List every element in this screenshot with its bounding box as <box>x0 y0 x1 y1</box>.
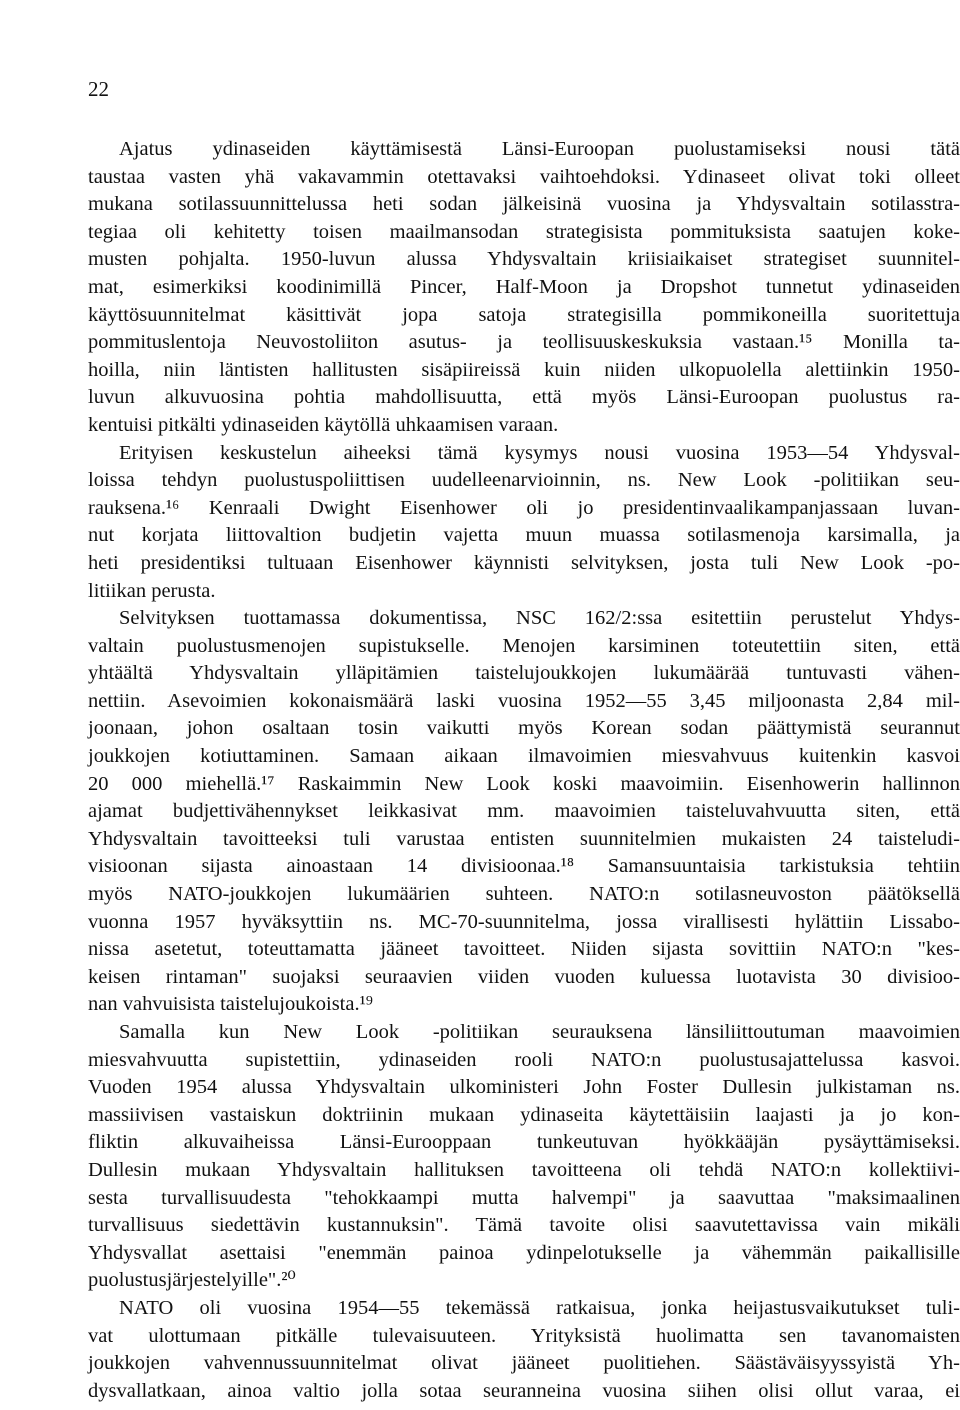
text-line: litiikan perusta. <box>88 579 216 602</box>
text-line: kentuisi pitkälti ydinaseiden käytöllä uhkaamisen varaan. <box>88 413 559 436</box>
text-line: joukkojen vahvennussuunnitelmat olivat jääneet puolitiehen. Säästäväisyyssyistä Yh- <box>88 1352 960 1375</box>
text-line: heti presidentiksi tultuaan Eisenhower käynnisti selvityksen, josta tuli New Look -po- <box>88 551 960 574</box>
text-line: dysvallatkaan, ainoa valtio jolla sotaa seuranneina vuosina siihen olisi ollut varaa, ei <box>88 1379 960 1402</box>
text-line: myös NATO-joukkojen lukumäärien suhteen. NATO:n sotilasneuvoston päätöksellä <box>88 883 960 906</box>
text-line: käyttösuunnitelmat käsittivät jopa satoja strategisilla pommikoneilla suoritettuja <box>88 303 960 326</box>
text-line: massiivisen vastaiskun doktriinin mukaan ydinaseita käytettäisiin laajasti ja jo kon- <box>88 1103 960 1126</box>
text-line: tegiaa oli kehitetty toisen maailmansodan strategisista pommituksista saatujen koke- <box>88 220 960 243</box>
text-line: loissa tehdyn puolustuspoliittisen uudelleenarvioinnin, ns. New Look -politiikan seu- <box>88 469 960 492</box>
text-line: valtain puolustusmenojen supistukselle. Menojen karsiminen toteutettiin siten, että <box>88 634 960 657</box>
text-line: vuonna 1957 hyväksyttiin ns. MC-70-suunnitelma, jossa virallisesti hylättiin Lissabo- <box>88 910 960 933</box>
text-line: Dullesin mukaan Yhdysvaltain hallituksen tavoitteena oli tehdä NATO:n kollektiivi- <box>88 1158 960 1181</box>
text-line: nettiin. Asevoimien kokonaismäärä laski vuosina 1952—55 3,45 miljoonasta 2,84 mil- <box>88 689 960 712</box>
text-line: Vuoden 1954 alussa Yhdysvaltain ulkoministeri John Foster Dullesin julkistaman ns. <box>88 1076 960 1099</box>
text-line: 20 000 miehellä.¹⁷ Raskaimmin New Look koski maavoimiin. Eisenhowerin hallinnon <box>88 772 960 795</box>
text-line: mat, esimerkiksi koodinimillä Pincer, Half-Moon ja Dropshot tunnetut ydinaseiden <box>88 275 960 298</box>
text-line: Yhdysvaltain tavoitteeksi tuli varustaa entisten suunnitelmien mukaisten 24 taisteludi- <box>88 827 960 850</box>
text-line: joonaan, johon osaltaan tosin vaikutti myös Korean sodan päättymistä seurannut <box>88 717 960 740</box>
text-line: vat ulottumaan pitkälle tulevaisuuteen. Yrityksistä huolimatta sen tavanomaisten <box>88 1324 960 1347</box>
paragraph-first-line: Ajatus ydinaseiden käyttämisestä Länsi-Euroopan puolustamiseksi nousi tätä <box>119 138 960 160</box>
body-text <box>88 136 960 1405</box>
text-line: luvun alkuvuosina pohtia mahdollisuutta, että myös Länsi-Euroopan puolustus ra- <box>88 386 960 409</box>
text-line: ajamat budjettivähennykset leikkasivat mm. maavoimien taisteluvahvuutta siten, että <box>88 800 960 823</box>
paragraph-first-line: NATO oli vuosina 1954—55 tekemässä ratkaisua, jonka heijastusvaikutukset tuli- <box>119 1296 960 1319</box>
text-line: nut korjata liittovaltion budjetin vajetta muun muassa sotilasmenoja karsimalla, ja <box>88 524 960 547</box>
text-line: hoilla, niin läntisten hallitusten sisäpiireissä kuin niiden ulkopuolella alettiinkin 1950- <box>88 358 960 381</box>
text-line: taustaa vasten yhä vakavammin otettavaksi vaihtoehdoksi. Ydinaseet olivat toki olleet <box>88 165 960 188</box>
text-line: visioonan sijasta ainoastaan 14 divisioonaa.¹⁸ Samansuuntaisia tarkistuksia tehtiin <box>88 855 960 878</box>
text-line: mukana sotilassuunnittelussa heti sodan jälkeisinä vuosina ja Yhdysvaltain sotilasstra- <box>88 193 960 216</box>
text-line: nan vahvuisista taistelujoukoista.¹⁹ <box>88 993 373 1016</box>
text-line: turvallisuus siedettävin kustannuksin". Tämä tavoite olisi saavutettavissa vain mikäli <box>88 1214 960 1237</box>
text-line: rauksena.¹⁶ Kenraali Dwight Eisenhower oli jo presidentinvaalikampanjassaan luvan- <box>88 496 960 519</box>
text-line: sesta turvallisuudesta "tehokkaampi mutta halvempi" ja saavuttaa "maksimaalinen <box>88 1186 960 1209</box>
text-line: pommituslentoja Neuvostoliiton asutus- ja teollisuuskeskuksia vastaan.¹⁵ Monilla ta- <box>88 331 960 354</box>
text-line: Yhdysvallat asettaisi "enemmän painoa ydinpelotukselle ja vähemmän paikallisille <box>88 1241 960 1264</box>
paragraph-first-line: Selvityksen tuottamassa dokumentissa, NSC 162/2:ssa esitettiin perustelut Yhdys- <box>119 607 960 630</box>
paragraph-first-line: Samalla kun New Look -politiikan seurauksena länsiliittoutuman maavoimien <box>119 1021 960 1043</box>
text-line: joukkojen kotiuttaminen. Samaan aikaan ilmavoimien miesvahvuus kuitenkin kasvoi <box>88 745 960 768</box>
text-line: miesvahvuutta supistettiin, ydinaseiden rooli NATO:n puolustusajattelussa kasvoi. <box>88 1048 960 1071</box>
text-line: fliktin alkuvaiheissa Länsi-Eurooppaan tunkeutuvan hyökkääjän pysäyttämiseksi. <box>88 1131 960 1154</box>
page-number: 22 <box>88 77 109 101</box>
text-line: nissa asetetut, toteuttamatta jääneet tavoitteet. Niiden sijasta sovittiin NATO:n "kes- <box>88 938 960 961</box>
text-line: musten pohjalta. 1950-luvun alussa Yhdysvaltain kriisiaikaiset strategiset suunnitel- <box>88 248 960 271</box>
paragraph-first-line: Erityisen keskustelun aiheeksi tämä kysymys nousi vuosina 1953—54 Yhdysval- <box>119 441 960 464</box>
text-line: puolustusjärjestelyille".²⁰ <box>88 1269 296 1292</box>
text-line: yhtäältä Yhdysvaltain ylläpitämien taistelujoukkojen lukumäärää tuntuvasti vähen- <box>88 662 960 685</box>
text-line: keisen rintaman" suojaksi seuraavien viiden vuoden kuluessa luotavista 30 divisioo- <box>88 965 960 988</box>
